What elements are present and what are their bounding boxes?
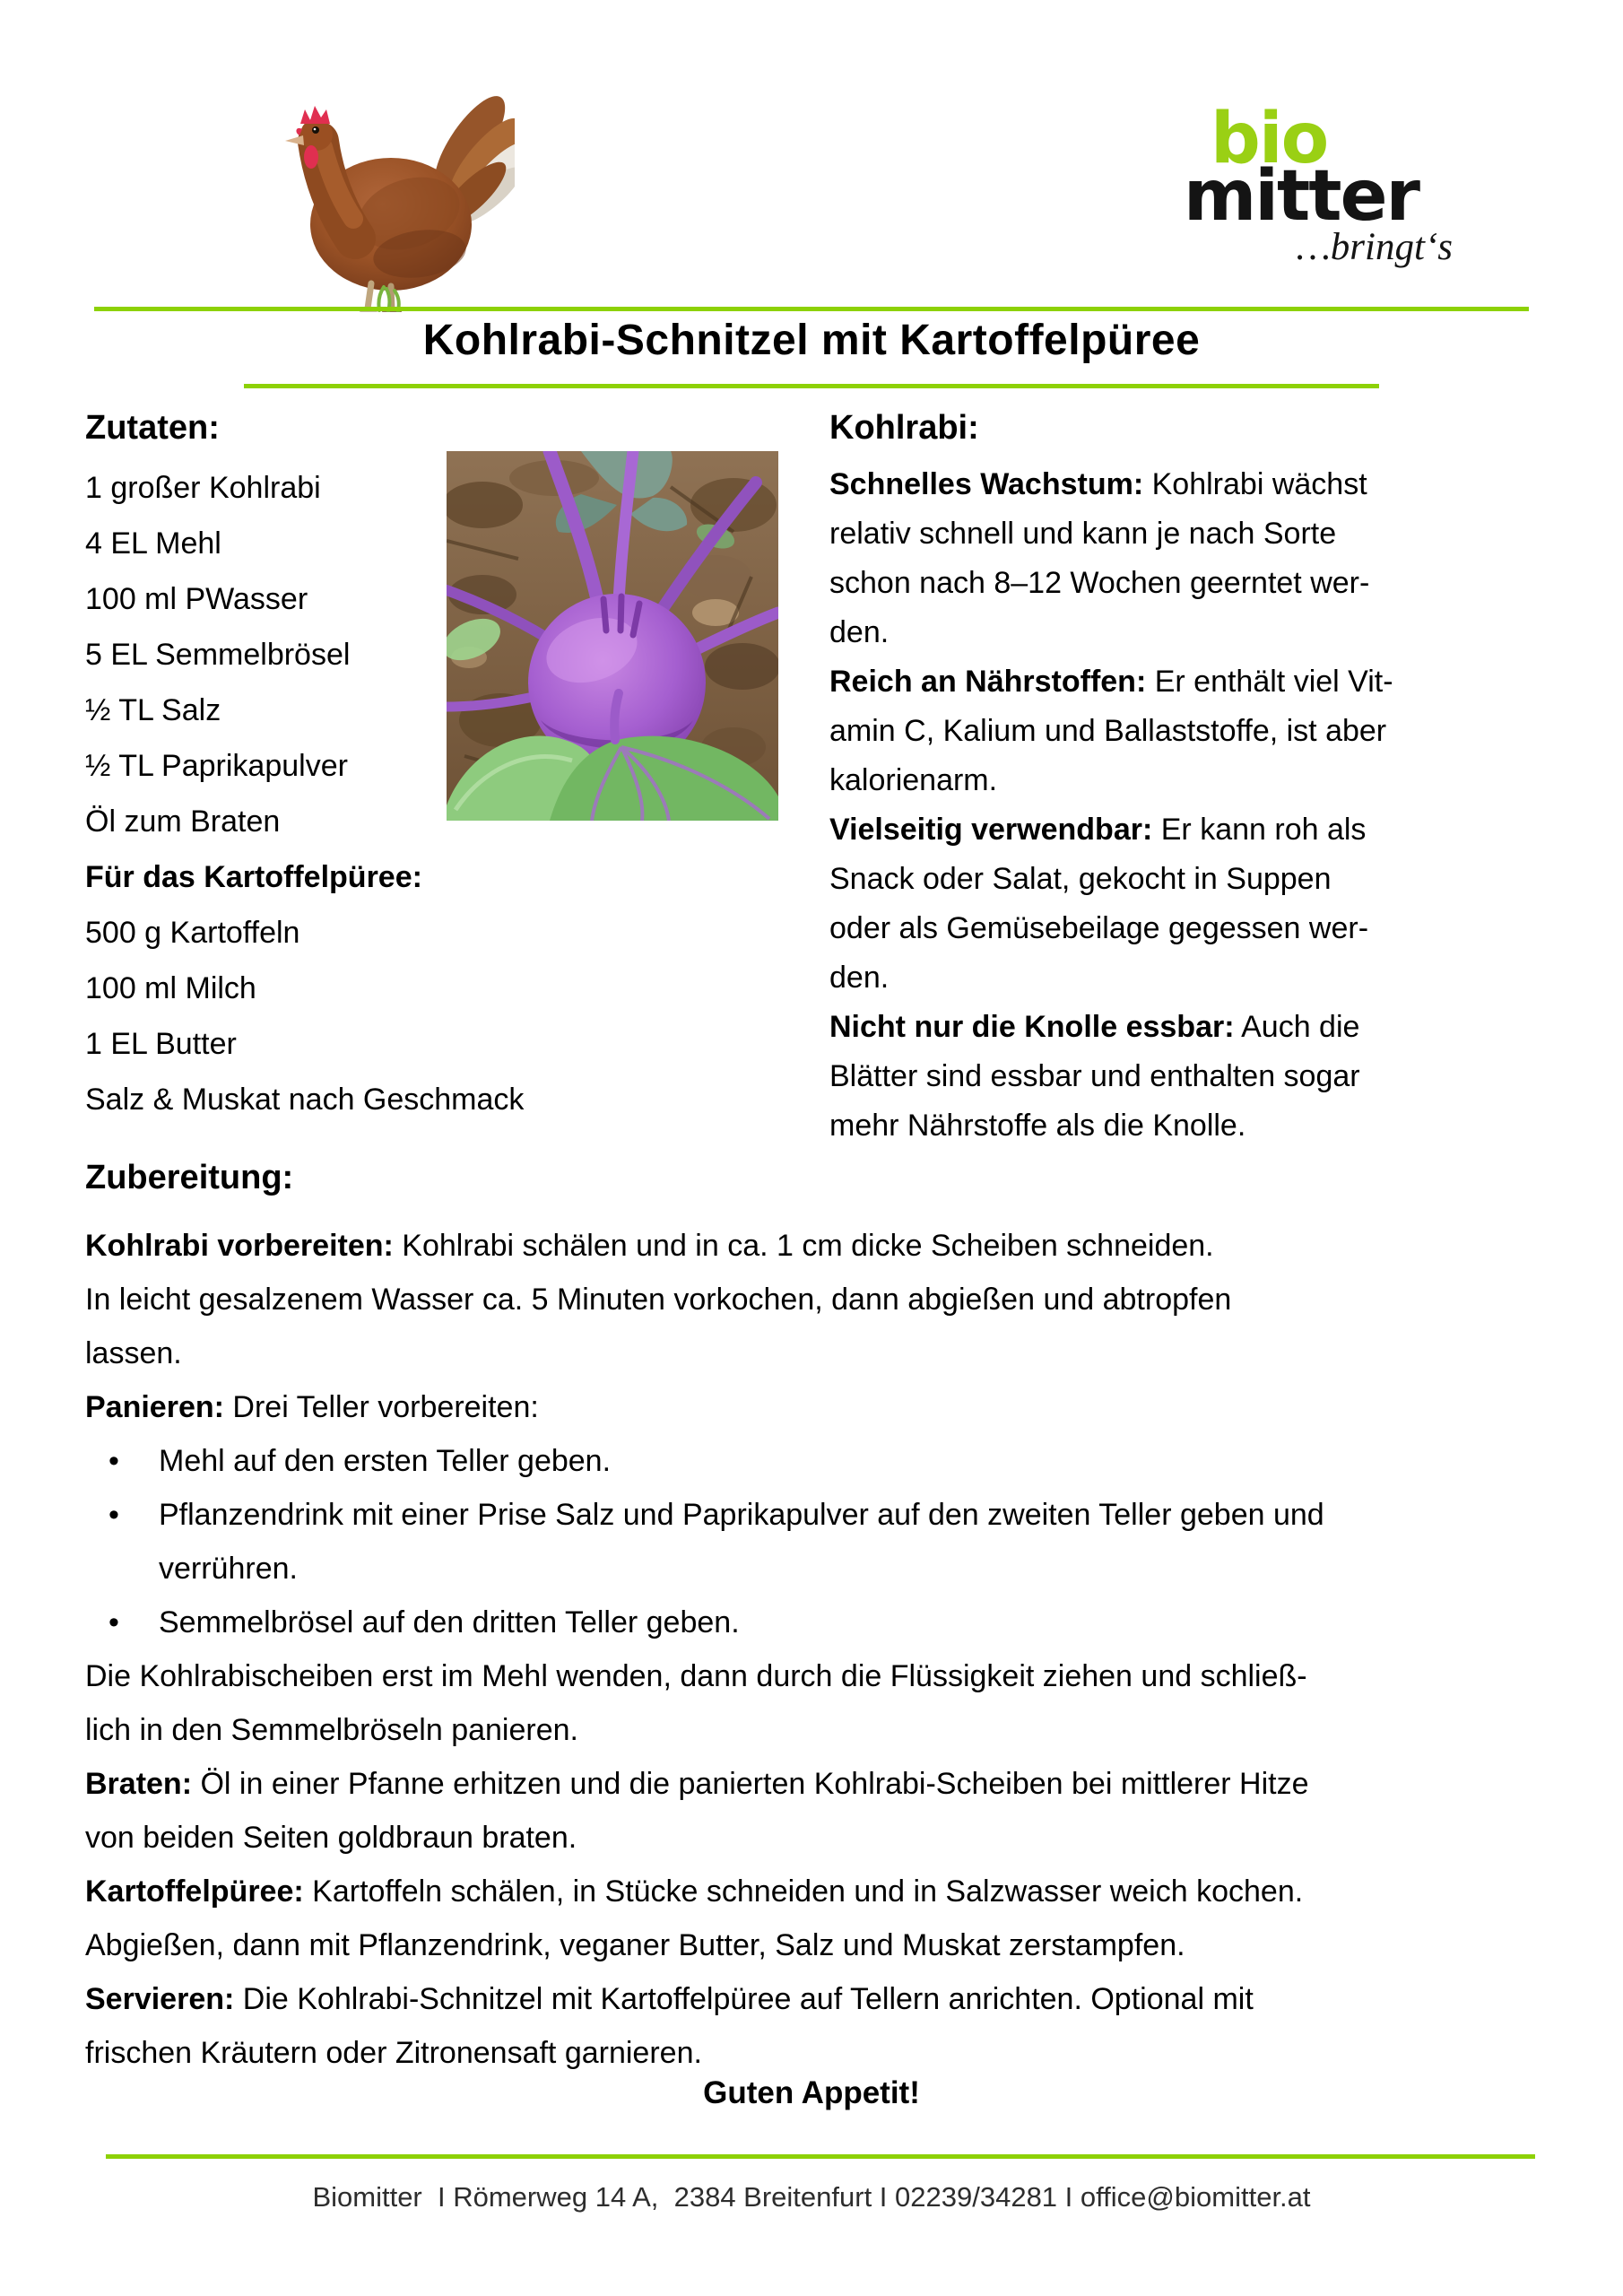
logo-mitter: mitter — [1184, 156, 1419, 237]
fact-line: den. — [829, 615, 890, 649]
hen-photo — [267, 88, 515, 312]
kohlrabi-photo — [447, 451, 778, 821]
fact-line: oder als Gemüsebeilage gegessen wer- — [829, 911, 1369, 945]
fact-text: Auch die — [1241, 1010, 1360, 1044]
ingredients-section — [85, 409, 525, 1127]
facts-heading: Kohlrabi: — [829, 409, 979, 447]
prep-line: Abgießen, dann mit Pflanzendrink, veganer Butter, Salz und Muskat zerstampfen. — [85, 1928, 1185, 1962]
fact-line: relativ schnell und kann je nach Sorte — [829, 517, 1337, 551]
step-text: Öl in einer Pfanne erhitzen und die panierten Kohlrabi-Scheiben bei mittlerer Hitze — [200, 1767, 1309, 1801]
fact-line: schon nach 8–12 Wochen geerntet wer- — [829, 566, 1370, 600]
fact-label: Nicht nur die Knolle essbar: — [829, 1010, 1235, 1044]
step-text: Kohlrabi schälen und in ca. 1 cm dicke Scheiben schneiden. — [402, 1229, 1214, 1263]
fact-text: Er enthält viel Vit- — [1154, 665, 1393, 699]
fact-label: Vielseitig verwendbar: — [829, 813, 1153, 847]
ingredient-item: 100 ml PWasser — [85, 582, 308, 616]
prep-line: Die Kohlrabischeiben erst im Mehl wenden, dann durch die Flüssigkeit ziehen und schließ- — [85, 1659, 1307, 1693]
preparation-section — [85, 1159, 1561, 2080]
bullet-item-continuation: verrühren. — [159, 1552, 298, 1586]
prep-line: In leicht gesalzenem Wasser ca. 5 Minuten vorkochen, dann abgießen und abtropfen — [85, 1283, 1232, 1317]
fact-line — [829, 657, 1547, 707]
bullet-item: • Mehl auf den ersten Teller geben. — [85, 1434, 1561, 1488]
ingredient-item: Öl zum Braten — [85, 804, 281, 839]
step-label: Panieren: — [85, 1390, 224, 1424]
fact-line — [829, 805, 1547, 855]
prep-line — [85, 1380, 1561, 1434]
ingredients-heading: Zutaten: — [85, 409, 220, 447]
ingredient-item: 500 g Kartoffeln — [85, 916, 300, 950]
prep-heading: Zubereitung: — [85, 1159, 294, 1196]
fact-text: Kohlrabi wächst — [1151, 467, 1367, 501]
fact-line: mehr Nährstoffe als die Knolle. — [829, 1109, 1246, 1143]
prep-line: lassen. — [85, 1336, 182, 1370]
prep-line — [85, 1219, 1561, 1273]
step-text: Drei Teller vorbereiten: — [232, 1390, 539, 1424]
fact-line: den. — [829, 961, 890, 995]
brand-logo — [1184, 99, 1471, 268]
ingredients-subheading: Für das Kartoffelpüree: — [85, 860, 422, 894]
step-label: Servieren: — [85, 1982, 235, 2016]
logo-bio: bio — [1211, 99, 1328, 179]
ingredient-item: Salz & Muskat nach Geschmack — [85, 1083, 525, 1117]
title-underline — [244, 384, 1379, 388]
fact-label: Reich an Nährstoffen: — [829, 665, 1147, 699]
fact-line — [829, 460, 1547, 509]
fact-line: amin C, Kalium und Ballaststoffe, ist aber — [829, 714, 1387, 748]
bullet-item: • Pflanzendrink mit einer Prise Salz und Paprikapulver auf den zweiten Teller geben und — [85, 1488, 1561, 1542]
kohlrabi-facts — [829, 409, 1547, 1151]
prep-line — [85, 1757, 1561, 1811]
step-label: Braten: — [85, 1767, 193, 1801]
fact-line: kalorienarm. — [829, 763, 998, 797]
prep-line: frischen Kräutern oder Zitronensaft garnieren. — [85, 2036, 702, 2070]
prep-line — [85, 1972, 1561, 2026]
ingredient-item: 1 EL Butter — [85, 1027, 237, 1061]
fact-line: Snack oder Salat, gekocht in Suppen — [829, 862, 1332, 896]
footer-contact: Biomitter I Römerweg 14 A, 2384 Breitenfurt I 02239/34281 I office@biomitter.at — [312, 2181, 1311, 2213]
fact-text: Er kann roh als — [1160, 813, 1367, 847]
fact-label: Schnelles Wachstum: — [829, 467, 1144, 501]
ingredient-item: 5 EL Semmelbrösel — [85, 638, 351, 672]
step-text: Kartoffeln schälen, in Stücke schneiden und in Salzwasser weich kochen. — [312, 1874, 1304, 1909]
step-label: Kartoffelpüree: — [85, 1874, 304, 1909]
page-title: Kohlrabi-Schnitzel mit Kartoffelpüree — [422, 317, 1201, 364]
step-label: Kohlrabi vorbereiten: — [85, 1229, 394, 1263]
closing-text: Guten Appetit! — [703, 2075, 920, 2110]
prep-line — [85, 1865, 1561, 1918]
logo-tagline: …bringt‘s — [1296, 226, 1453, 268]
ingredient-item: 4 EL Mehl — [85, 526, 221, 561]
ingredient-item: 100 ml Milch — [85, 971, 256, 1005]
ingredient-item: ½ TL Paprikapulver — [85, 749, 348, 783]
ingredient-item: ½ TL Salz — [85, 693, 221, 727]
fact-line — [829, 1003, 1547, 1052]
prep-line: von beiden Seiten goldbraun braten. — [85, 1821, 577, 1855]
fact-line: Blätter sind essbar und enthalten sogar — [829, 1059, 1360, 1093]
footer-rule — [106, 2154, 1535, 2159]
bullet-item: • Semmelbrösel auf den dritten Teller geben. — [85, 1596, 1561, 1649]
step-text: Die Kohlrabi-Schnitzel mit Kartoffelpüree auf Tellern anrichten. Optional mit — [242, 1982, 1254, 2016]
header-rule — [94, 307, 1529, 311]
prep-line: lich in den Semmelbröseln panieren. — [85, 1713, 578, 1747]
ingredient-item: 1 großer Kohlrabi — [85, 471, 321, 505]
